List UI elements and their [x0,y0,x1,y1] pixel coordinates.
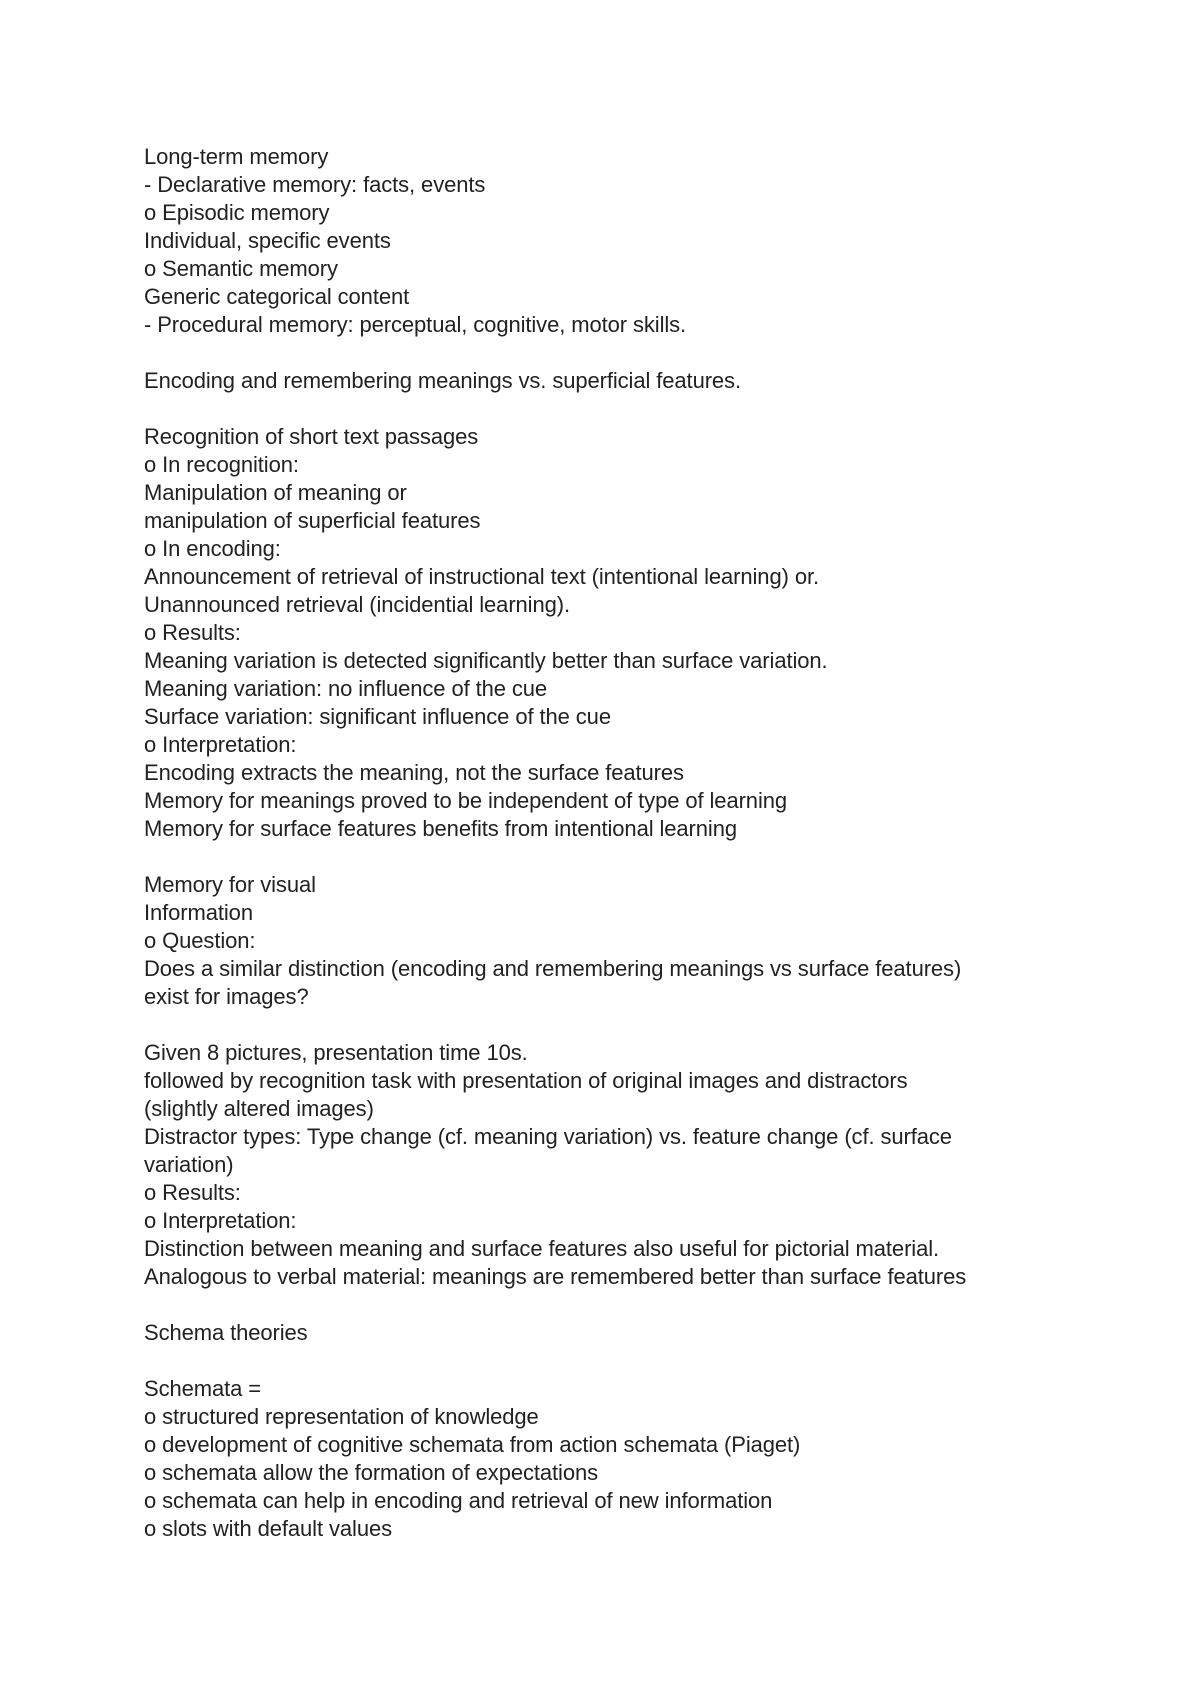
paragraph-gap [144,1347,1084,1375]
document-body [144,143,1084,1543]
text-line: o Episodic memory [144,200,330,225]
paragraph-gap [144,843,1084,871]
section-long-term-memory [144,143,1084,339]
section-pictures-experiment [144,1039,1084,1291]
text-line: Schemata = [144,1376,262,1401]
text-line: Encoding extracts the meaning, not the surface features [144,760,684,785]
text-line: Memory for meanings proved to be independent of type of learning [144,788,787,813]
text-line: Information [144,900,253,925]
text-line: o Results: [144,1180,241,1205]
text-line: o schemata can help in encoding and retrieval of new information [144,1488,773,1513]
text-line: Manipulation of meaning or [144,480,407,505]
text-line: o Interpretation: [144,732,297,757]
text-line: o In recognition: [144,452,299,477]
text-line: Recognition of short text passages [144,424,479,449]
text-line: exist for images? [144,984,309,1009]
paragraph-gap [144,395,1084,423]
text-line: Individual, specific events [144,228,391,253]
section-schemata-definition [144,1375,1084,1543]
text-line: (slightly altered images) [144,1096,374,1121]
text-line: o schemata allow the formation of expectations [144,1460,598,1485]
section-recognition-text-passages [144,423,1084,843]
text-line: - Declarative memory: facts, events [144,172,486,197]
text-line: Distinction between meaning and surface features also useful for pictorial material. [144,1236,940,1261]
text-line: Unannounced retrieval (incidential learning). [144,592,570,617]
text-line: Meaning variation is detected significantly better than surface variation. [144,648,828,673]
section-encoding-meanings [144,367,1084,395]
text-line: Distractor types: Type change (cf. meaning variation) vs. feature change (cf. surface [144,1124,952,1149]
text-line: o Results: [144,620,241,645]
section-memory-visual-information [144,871,1084,1011]
text-line: Surface variation: significant influence of the cue [144,704,611,729]
text-line: variation) [144,1152,234,1177]
text-line: Given 8 pictures, presentation time 10s. [144,1040,528,1065]
text-line: manipulation of superficial features [144,508,481,533]
text-line: - Procedural memory: perceptual, cognitive, motor skills. [144,312,687,337]
text-line: followed by recognition task with presentation of original images and distractors [144,1068,908,1093]
text-line: Encoding and remembering meanings vs. superficial features. [144,368,741,393]
text-line: Memory for surface features benefits from intentional learning [144,816,737,841]
text-line: Memory for visual [144,872,316,897]
text-line: o Question: [144,928,256,953]
text-line: Announcement of retrieval of instructional text (intentional learning) or. [144,564,819,589]
text-line: Long-term memory [144,144,329,169]
text-line: Meaning variation: no influence of the cue [144,676,548,701]
paragraph-gap [144,1291,1084,1319]
paragraph-gap [144,339,1084,367]
text-line: o development of cognitive schemata from action schemata (Piaget) [144,1432,801,1457]
text-line: o slots with default values [144,1516,392,1541]
text-line: o In encoding: [144,536,281,561]
text-line: o Semantic memory [144,256,338,281]
text-line: Analogous to verbal material: meanings are remembered better than surface features [144,1264,967,1289]
text-line: o Interpretation: [144,1208,297,1233]
text-line: o structured representation of knowledge [144,1404,539,1429]
section-schema-theories-heading [144,1319,1084,1347]
text-line: Does a similar distinction (encoding and remembering meanings vs surface features) [144,956,962,981]
text-line: Generic categorical content [144,284,410,309]
paragraph-gap [144,1011,1084,1039]
text-line: Schema theories [144,1320,308,1345]
